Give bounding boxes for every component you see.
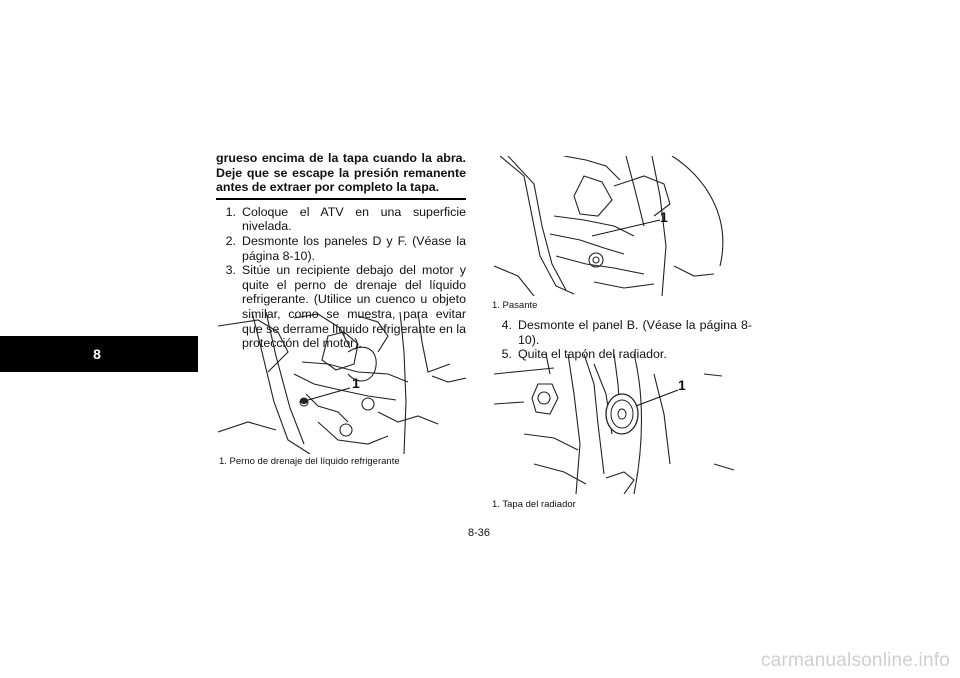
figure-radiator-cap: [494, 354, 742, 494]
chapter-number: 8: [93, 346, 101, 362]
step-item: 4. Desmonte el panel B. (Véase la página 8-10).: [501, 318, 752, 347]
step-item: 2. Desmonte los paneles D y F. (Véase la página 8-10).: [225, 233, 466, 263]
caption-grommet: 1. Pasante: [492, 300, 538, 311]
callout-1: 1: [352, 375, 360, 391]
drain-bolt-illustration: [218, 312, 466, 454]
figure-drain-bolt: [218, 312, 466, 454]
radiator-cap-icon: [606, 394, 638, 434]
figure-grommet: [494, 156, 742, 296]
step-item: 3. Sitúe un recipiente debajo del motor y quite el perno de drenaje del líquido refrigerante. (Utilice un cuenco u objeto similar, como se muestra, para evitar que se derrame líquido refrigerante en la protección del motor).: [225, 263, 466, 351]
step-item: 5. Quite el tapón del radiador.: [501, 347, 667, 362]
callout-1: 1: [678, 377, 686, 393]
warning-continuation: grueso encima de la tapa cuando la abra. Deje que se escape la presión remanente antes de extraer por completo la tapa.: [216, 151, 466, 200]
caption-drain-bolt: 1. Perno de drenaje del líquido refrigerante: [219, 456, 400, 467]
callout-1: 1: [660, 209, 668, 225]
radiator-cap-illustration: [494, 354, 742, 494]
step-item: 1. Coloque el ATV en una superficie nivelada.: [225, 204, 466, 234]
watermark: carmanualsonline.info: [760, 650, 950, 671]
chapter-tab: [0, 336, 198, 372]
caption-radiator-cap: 1. Tapa del radiador: [492, 499, 576, 510]
grommet-illustration: [494, 156, 742, 296]
page-number: 8-36: [468, 527, 491, 539]
